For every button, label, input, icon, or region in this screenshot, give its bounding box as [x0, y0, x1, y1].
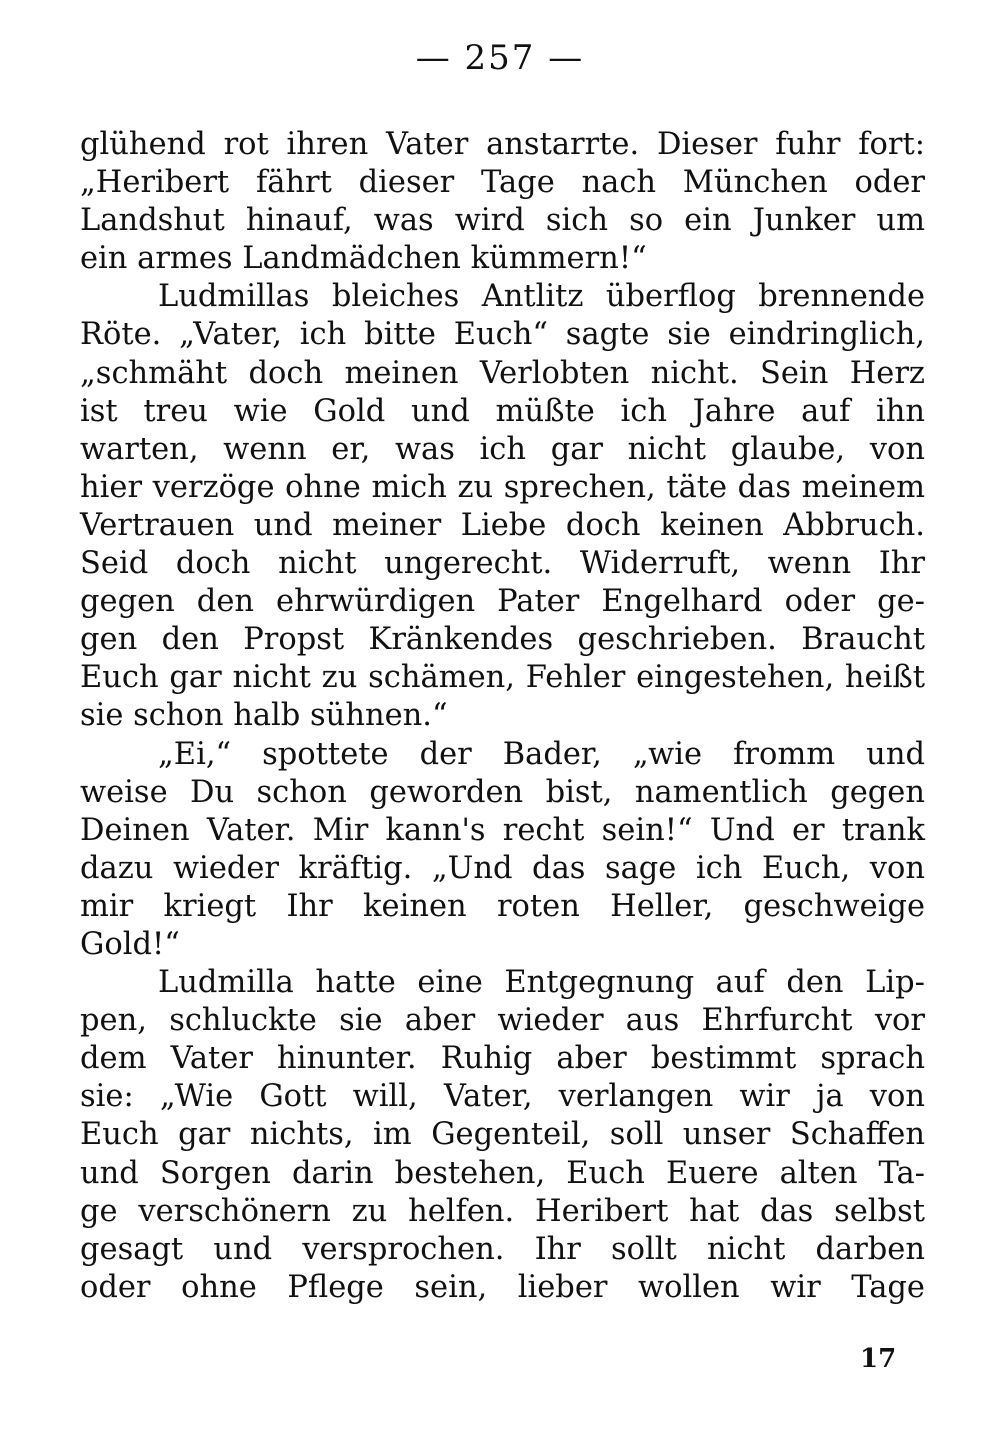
text-line: sie schon halb sühnen.“	[80, 698, 448, 734]
text-line: Landshut hinauf, was wird sich so ein Junker um	[80, 203, 925, 239]
text-line: Euch gar nichts, im Gegenteil, soll unser Schaffen	[80, 1117, 925, 1153]
text-line: pen, schluckte sie aber wieder aus Ehrfurcht vor	[80, 1003, 925, 1039]
text-line: glühend rot ihren Vater anstarrte. Dieser fuhr fort:	[80, 127, 925, 162]
text-line: ist treu wie Gold und müßte ich Jahre auf ihn	[80, 393, 925, 429]
text-line: weise Du schon geworden bist, namentlich gegen	[80, 774, 925, 810]
text-line: Seid doch nicht ungerecht. Widerruft, wenn Ihr	[80, 546, 925, 582]
text-line: Gold!“	[80, 926, 180, 962]
text-line: Ludmillas bleiches Antlitz überflog brennende	[158, 279, 925, 315]
text-line: ge verschönern zu helfen. Heribert hat das selbst	[80, 1193, 925, 1229]
text-line: mir kriegt Ihr keinen roten Heller, geschweige	[80, 888, 925, 924]
signature-mark: 17	[860, 1344, 897, 1374]
text-line: Ludmilla hatte eine Entgegnung auf den Lip-	[158, 965, 925, 1001]
text-line: sie: „Wie Gott will, Vater, verlangen wir ja von	[80, 1079, 925, 1115]
text-line: gegen den ehrwürdigen Pater Engelhard oder ge-	[80, 584, 925, 620]
text-line: „Ei,“ spottete der Bader, „wie fromm und	[158, 736, 925, 772]
text-line: gesagt und versprochen. Ihr sollt nicht darben	[80, 1231, 925, 1267]
text-line: und Sorgen darin bestehen, Euch Euere alten Ta-	[80, 1155, 925, 1191]
text-line: ein armes Landmädchen kümmern!“	[80, 241, 647, 277]
text-line: gen den Propst Kränkendes geschrieben. Braucht	[80, 622, 925, 658]
text-line: „schmäht doch meinen Verlobten nicht. Sein Herz	[80, 355, 925, 391]
text-line: Deinen Vater. Mir kann's recht sein!“ Und er trank	[80, 812, 925, 848]
text-line: dem Vater hinunter. Ruhig aber bestimmt sprach	[80, 1041, 925, 1077]
text-line: „Heribert fährt dieser Tage nach München oder	[80, 165, 925, 201]
text-line: Röte. „Vater, ich bitte Euch“ sagte sie eindringlich,	[80, 317, 925, 353]
text-line: warten, wenn er, was ich gar nicht glaube, von	[80, 431, 925, 467]
page-number: — 257 —	[415, 38, 585, 78]
text-line: hier verzöge ohne mich zu sprechen, täte das meinem	[80, 469, 925, 505]
text-line: Vertrauen und meiner Liebe doch keinen Abbruch.	[80, 507, 925, 543]
body-text	[80, 126, 925, 1307]
text-line: dazu wieder kräftig. „Und das sage ich Euch, von	[80, 850, 925, 886]
text-line: oder ohne Pflege sein, lieber wollen wir Tage	[80, 1269, 925, 1305]
text-line: Euch gar nicht zu schämen, Fehler eingestehen, heißt	[80, 660, 925, 696]
